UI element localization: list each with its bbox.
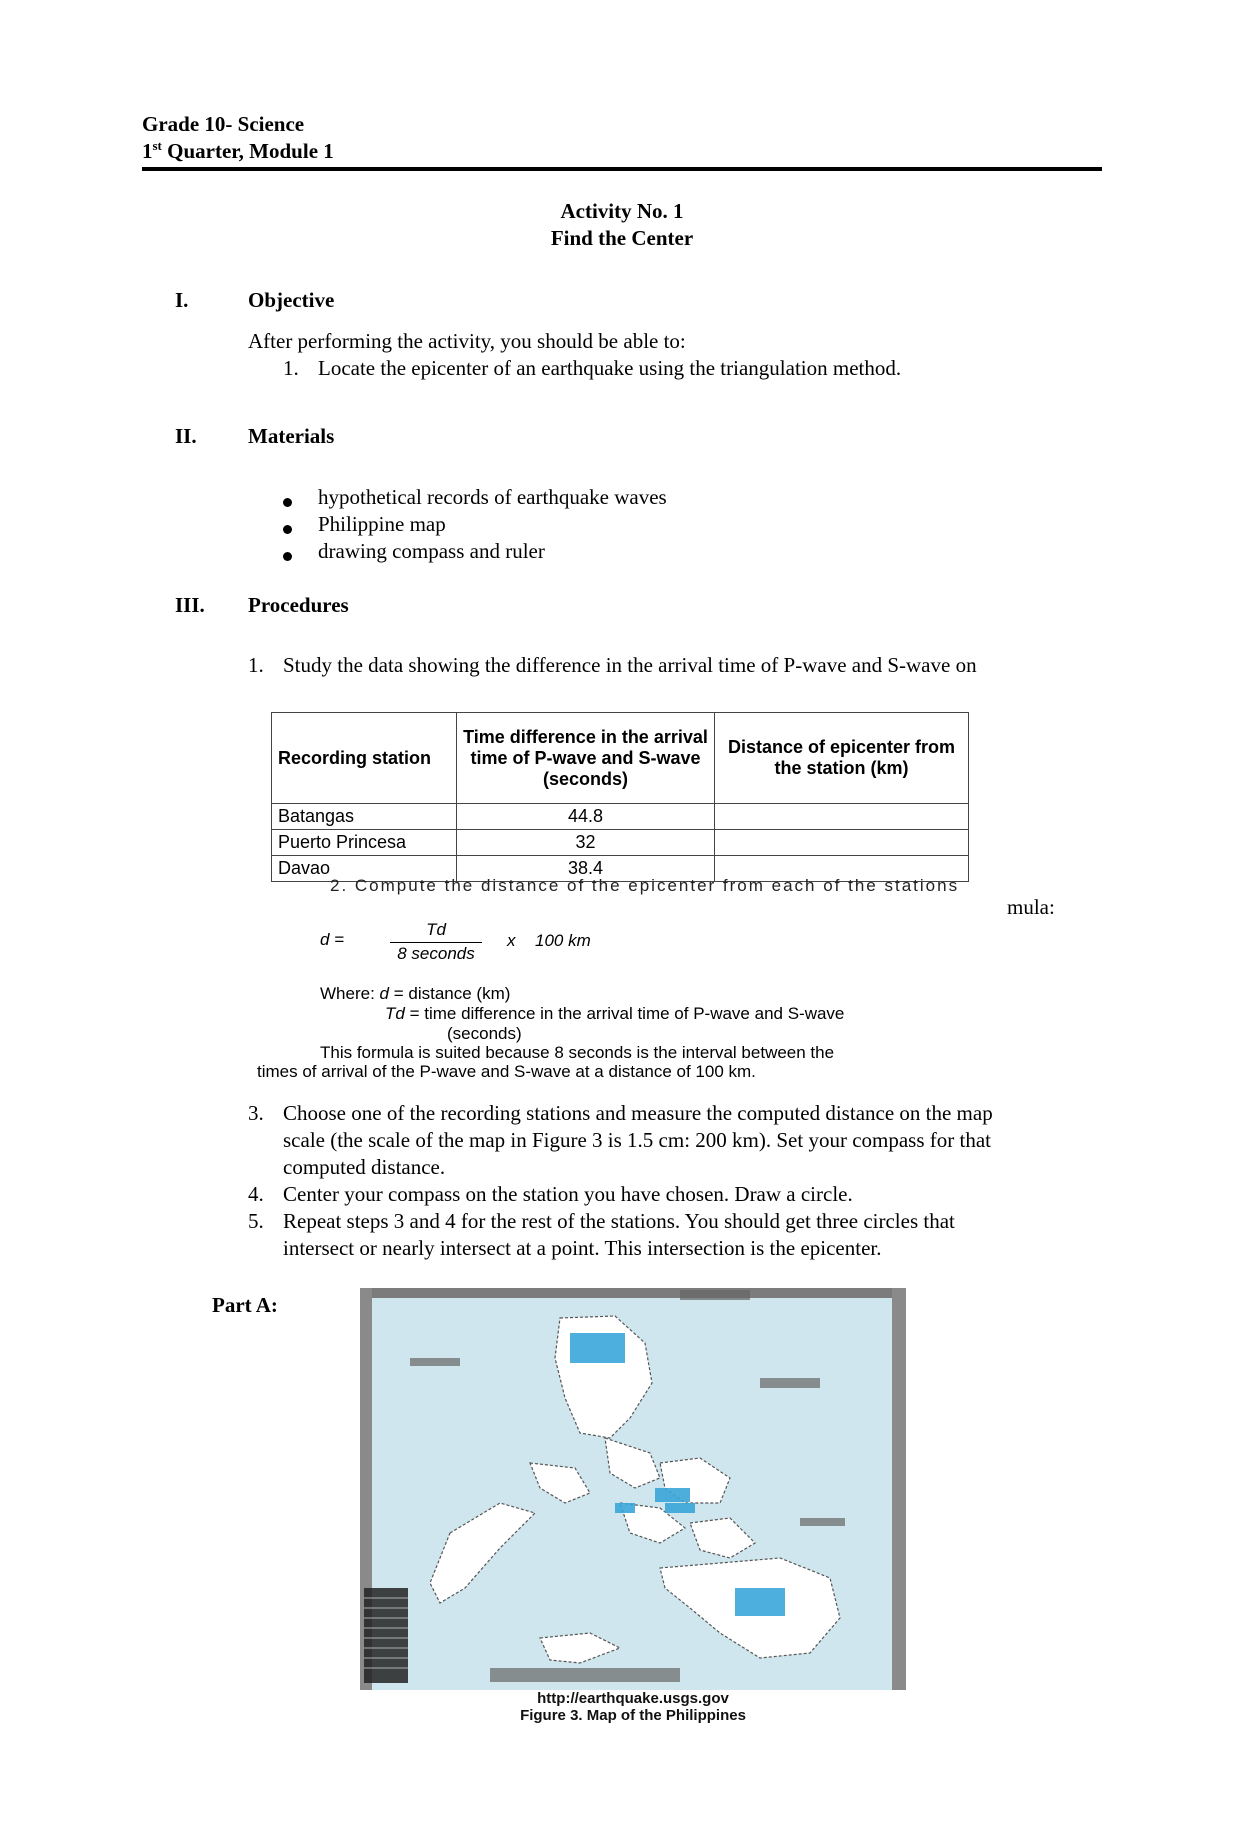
station-cell: Batangas: [272, 804, 457, 830]
part-a-label: Part A:: [212, 1293, 278, 1317]
clipped-step-2-text: 2. Compute the distance of the epicenter from each of the stations: [330, 876, 960, 895]
step-text: Repeat steps 3 and 4 for the rest of the stations. You should get three circles that: [283, 1209, 955, 1233]
map-top-band: [360, 1288, 906, 1298]
objective-item-text: Locate the epicenter of an earthquake using the triangulation method.: [318, 356, 902, 380]
material-item: Philippine map: [318, 512, 446, 536]
map-right-band: [892, 1288, 906, 1690]
time-cell: 38.4: [457, 856, 715, 882]
header-rule: [142, 167, 1102, 171]
activity-title: Activity No. 1: [560, 199, 684, 223]
step-text: Study the data showing the difference in the arrival time of P-wave and S-wave on: [283, 653, 977, 677]
table-row: [272, 804, 969, 830]
accent-central-2: [665, 1503, 695, 1513]
objective-intro: After performing the activity, you should be able to:: [248, 329, 686, 353]
quarter-module-text: Quarter, Module 1: [161, 139, 334, 163]
step-text: Choose one of the recording stations and measure the computed distance on the map: [283, 1101, 993, 1125]
time-cell: 44.8: [457, 804, 715, 830]
where-d-def: = distance (km): [393, 984, 511, 1003]
td-line: [385, 1004, 844, 1024]
arrival-time-table: [271, 712, 969, 882]
station-cell: Puerto Princesa: [272, 830, 457, 856]
grade-subject: Grade 10- Science: [142, 112, 305, 136]
where-d-var: d: [379, 984, 389, 1003]
distance-cell: [715, 830, 969, 856]
section-numeral-objective: I.: [175, 288, 189, 312]
step-number: 1.: [248, 653, 264, 677]
map-legend-block: [364, 1588, 408, 1683]
figure-source: http://earthquake.usgs.gov: [537, 1690, 729, 1707]
formula-note-line-2: times of arrival of the P-wave and S-wave at a distance of 100 km.: [257, 1062, 756, 1081]
bullet-icon: [283, 494, 292, 512]
table-header-time: Time difference in the arrival time of P-wave and S-wave (seconds): [457, 713, 715, 804]
table-header-distance: Distance of epicenter from the station (km): [715, 713, 969, 804]
objective-heading: Objective: [248, 288, 335, 312]
fraction-bar: [390, 942, 482, 943]
formula-note-line-1: This formula is suited because 8 seconds is the interval between the: [320, 1043, 835, 1062]
materials-heading: Materials: [248, 424, 335, 448]
step-text: computed distance.: [283, 1155, 446, 1179]
accent-central: [655, 1488, 690, 1502]
material-item: drawing compass and ruler: [318, 539, 545, 563]
step-text: scale (the scale of the map in Figure 3 is 1.5 cm: 200 km). Set your compass for that: [283, 1128, 992, 1152]
formula-numerator: Td: [426, 920, 446, 939]
formula-factor: 100 km: [535, 931, 591, 950]
formula-lhs: d =: [320, 930, 345, 949]
step-text: intersect or nearly intersect at a point. This intersection is the epicenter.: [283, 1236, 882, 1260]
section-numeral-materials: II.: [175, 424, 197, 448]
bullet-icon: [283, 548, 292, 566]
td-unit: (seconds): [447, 1024, 522, 1043]
accent-west: [615, 1503, 635, 1513]
where-label: Where:: [320, 984, 375, 1003]
material-item: hypothetical records of earthquake waves: [318, 485, 667, 509]
accent-south: [735, 1588, 785, 1616]
activity-subtitle: Find the Center: [550, 226, 694, 250]
distance-cell: [715, 804, 969, 830]
formula-label-fragment: mula:: [1007, 895, 1055, 919]
accent-north: [570, 1333, 625, 1363]
philippines-map: [360, 1288, 906, 1690]
table-row: [272, 830, 969, 856]
time-cell: 32: [457, 830, 715, 856]
section-numeral-procedures: III.: [175, 593, 205, 617]
quarter-superscript: st: [152, 138, 162, 153]
step-number: 4.: [248, 1182, 264, 1206]
step-number: 5.: [248, 1209, 264, 1233]
where-line: [320, 984, 510, 1004]
quarter-number: 1: [142, 139, 153, 163]
bullet-icon: [283, 521, 292, 539]
station-cell: Davao: [272, 856, 457, 882]
formula-times: x: [507, 931, 516, 950]
td-def: = time difference in the arrival time of P-wave and S-wave: [409, 1004, 845, 1023]
step-text: Center your compass on the station you have chosen. Draw a circle.: [283, 1182, 853, 1206]
table-header-station: Recording station: [272, 713, 457, 804]
quarter-module: [142, 138, 334, 165]
formula-denominator: 8 seconds: [397, 944, 475, 963]
step-number: 3.: [248, 1101, 264, 1125]
td-var: Td: [385, 1004, 405, 1023]
figure-caption: Figure 3. Map of the Philippines: [520, 1707, 746, 1724]
procedures-heading: Procedures: [248, 593, 349, 617]
objective-item-number: 1.: [283, 356, 299, 380]
